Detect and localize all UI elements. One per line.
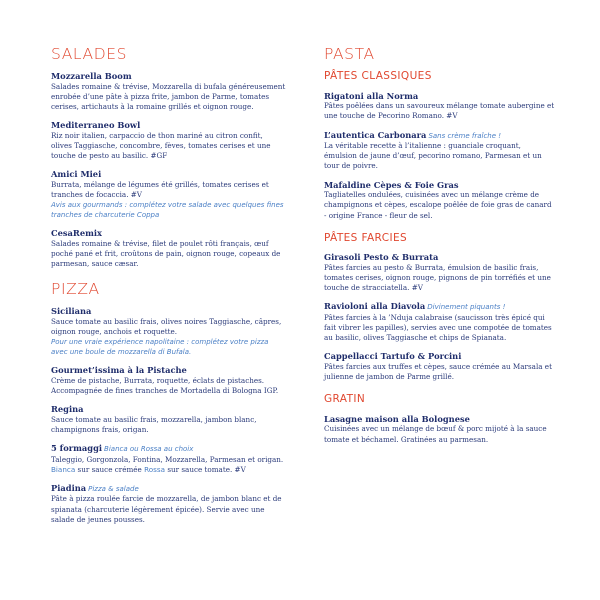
- item-description: Pâtes poêlées dans un savoureux mélange tomate aubergine et une touche de Pecorino Romano. #V: [324, 101, 555, 121]
- item-description: Pâtes farcies aux truffes et cèpes, sauce crémée au Marsala et julienne de jambon de Parme grillé.: [324, 361, 552, 382]
- menu-item: [324, 180, 556, 221]
- item-description: Salades romaine & trévise, Mozzarella di bufala généreusement enrobée d’une pâte à pizza frite, jambon de Parme, tomates cerises, artichauts à la romaine grillés et oignon rouge.: [51, 81, 286, 111]
- subsection-title-gratin: GRATIN: [324, 393, 366, 406]
- item-name: Siciliana: [51, 306, 92, 317]
- item-name: Cappellacci Tartufo & Porcini: [324, 351, 462, 362]
- item-name: Amici Miei: [51, 169, 102, 180]
- item-name: CesaRemix: [51, 228, 102, 239]
- item-suggestion: Pour une vraie expérience napolitaine : complétez votre pizza avec une boule de mozzarella di Bufala.: [51, 338, 269, 357]
- item-description: Salades romaine & trévise, filet de poulet rôti français, œuf poché pané et frit, croûtons de pain, oignon rouge, copeaux de parmesan, sauce cæsar.: [51, 238, 281, 269]
- item-note: Pizza & salade: [88, 484, 139, 493]
- item-name: Girasoli Pesto & Burrata: [324, 252, 439, 263]
- item-description: Crème de pistache, Burrata, roquette, éclats de pistaches. Accompagnée de fines tranches de Mortadella di Bologna IGP.: [51, 375, 279, 395]
- menu-item: [324, 351, 556, 382]
- option-rossa-text: sur sauce tomate. #V: [165, 464, 246, 474]
- menu-item: [324, 252, 556, 293]
- menu-item: [324, 301, 556, 343]
- option-bianca: Bianca: [51, 464, 76, 474]
- item-description: Cuisinées avec un mélange de bœuf & porc mijoté à la sauce tomate et béchamel. Gratinées au parmesan.: [324, 424, 547, 444]
- item-name: Mafaldine Cèpes & Foie Gras: [324, 179, 459, 190]
- item-note: Bianca ou Rossa au choix: [104, 445, 194, 454]
- item-note: Divinement piquants !: [427, 303, 506, 312]
- menu-item: [324, 414, 556, 445]
- section-title-pasta: PASTA: [324, 45, 375, 63]
- item-name: Mediterraneo Bowl: [51, 120, 141, 131]
- right-column: [324, 46, 556, 453]
- item-description: La véritable recette à l’italienne : guanciale croquant, émulsion de jaune d’œuf, pecorino romano, Parmesan et un tour de poivre.: [324, 141, 542, 171]
- section-title-pizza: PIZZA: [51, 280, 100, 299]
- menu-item: [51, 120, 286, 161]
- menu-item: [324, 91, 556, 122]
- item-name-text: L’autentica Carbonara: [324, 129, 427, 140]
- item-description: Tagliatelles ondulées, cuisinées avec un mélange crème de champignons et cèpes, escalope poêlée de foie gras de canard - origine France - fleur de sel.: [324, 190, 552, 220]
- item-name: [324, 130, 556, 142]
- menu-item: [51, 306, 286, 357]
- item-description: Riz noir italien, carpaccio de thon mariné au citron confit, olives Taggiasche, concombre, fèves, tomates cerises et une touche de pesto au basilic. #GF: [51, 130, 271, 161]
- item-name-text: 5 formaggi: [51, 443, 103, 454]
- subsection-title-classiques: PÂTES CLASSIQUES: [324, 70, 432, 83]
- menu-item: [51, 71, 286, 112]
- item-note: Sans crème fraîche !: [428, 131, 502, 140]
- menu-item: [51, 365, 286, 396]
- item-description: Burrata, mélange de légumes été grillés, tomates cerises et tranches de focaccia. #V: [51, 179, 269, 199]
- section-title-salades: SALADES: [51, 45, 128, 63]
- left-column: [51, 46, 286, 533]
- item-name: Lasagne maison alla Bolognese: [324, 413, 470, 424]
- menu-item: [51, 443, 286, 475]
- item-name: [51, 483, 286, 495]
- item-name: Gourmet’issima à la Pistache: [51, 365, 187, 376]
- item-name: Rigatoni alla Norma: [324, 90, 419, 101]
- item-description: Pâtes farcies au pesto & Burrata, émulsion de basilic frais, tomates cerises, oignon rouge, pignons de pin torréfiés et une touche de stracciatella. #V: [324, 262, 551, 293]
- item-name-text: Ravioloni alla Diavola: [324, 301, 426, 312]
- option-rossa: Rossa: [144, 464, 166, 474]
- item-description: Sauce tomate au basilic frais, olives noires Taggiasche, câpres, oignon rouge, anchois et roquette.: [51, 316, 282, 337]
- item-description: Pâte à pizza roulée farcie de mozzarella, de jambon blanc et de spianata (charcuterie légèrement épicée). Servie avec une salade de jeunes pousses.: [51, 494, 282, 524]
- menu-item: [324, 130, 556, 172]
- item-description: Pâtes farcies à la ’Nduja calabraise (saucisson très épicé qui fait vibrer les papilles), servies avec une compotée de tomates au basilic, olives Taggiasche et chips de Spianata.: [324, 312, 552, 343]
- item-name: Mozzarella Boom: [51, 71, 132, 82]
- item-name: [324, 301, 556, 313]
- menu-item: [51, 169, 286, 220]
- menu-item: [51, 483, 286, 525]
- item-description-options: [51, 465, 286, 475]
- item-name: [51, 443, 286, 455]
- subsection-title-farcies: PÂTES FARCIES: [324, 231, 408, 244]
- item-suggestion: Avis aux gourmands : complétez votre salade avec quelques fines tranches de charcuterie Coppa: [51, 201, 284, 220]
- menu-item: [51, 404, 286, 435]
- menu-item: [51, 228, 286, 269]
- item-name-text: Piadina: [51, 482, 87, 493]
- option-bianca-text: sur sauce crémée: [75, 464, 145, 474]
- item-description: Sauce tomate au basilic frais, mozzarella, jambon blanc, champignons frais, origan.: [51, 414, 257, 434]
- item-name: Regina: [51, 404, 84, 415]
- item-description: Taleggio, Gorgonzola, Fontina, Mozzarella, Parmesan et origan.: [51, 454, 284, 464]
